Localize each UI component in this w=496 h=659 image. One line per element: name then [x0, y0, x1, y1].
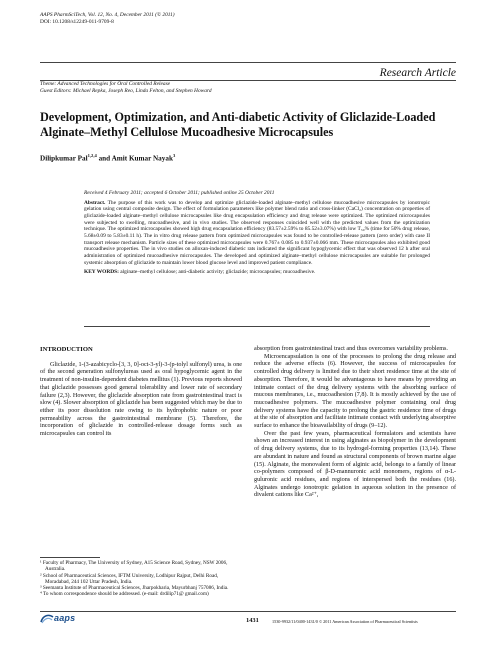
author-affiliation-sup: 1,2,4	[87, 153, 97, 158]
footnote: ³ Seemanta Institute of Pharmaceutical Sciences, Jharpokharia, Mayurbhanj 757086, India.	[40, 585, 229, 592]
aaps-logo-icon	[40, 613, 54, 624]
guest-editors-line: Guest Editors: Michael Repka, Joseph Reo, Linda Felton, and Stephen Howard	[40, 88, 212, 94]
doi: DOI: 10.1208/s12249-011-9709-8	[40, 19, 114, 25]
footnote: ² School of Pharmaceutical Sciences, IFTM University, Lodhipur Rajput, Delhi Road, Moradabad, 244 102 Uttar Pradesh, India.	[40, 572, 219, 585]
paragraph: absorption from gastrointestinal tract and thus overcomes variability problems.	[254, 346, 448, 352]
left-column	[40, 346, 242, 439]
keywords-list: alginate–methyl cellulose; anti-diabetic activity; gliclazide; microcapsules; mucoadhesive.	[120, 269, 316, 276]
keywords-label: KEY WORDS:	[84, 269, 119, 276]
footer-rule	[40, 611, 456, 612]
journal-citation: AAPS PharmSciTech, Vol. 12, No. 4, December 2011 (© 2011)	[40, 12, 175, 18]
right-column	[254, 346, 456, 500]
footnote: ¹ Faculty of Pharmacy, The University of Sydney, A15 Science Road, Sydney, NSW 2006, Australia.	[40, 560, 228, 573]
author-line	[40, 153, 175, 162]
abstract	[84, 200, 430, 267]
abstract-body: The purpose of this work was to develop and optimize gliclazide-loaded alginate–methyl cellulose mucoadhesive microcapsules by ionotropic gelation using central composite design. The effect of formulation parameters like polymer blend ratio and cross-linker (CaCl₂) concentration on properties of gliclazide-loaded alginate–methyl cellulose microcapsules like drug encapsulation efficiency and drug release were optimized. The optimized microcapsules were subjected to swelling, mucoadhesive, and in vivo studies. The observed responses coincided well with the predicted values from the optimization technique. The optimized microcapsules showed high drug encapsulation efficiency (83.57±2.59% to 85.52±3.07%) with low T₅₀% (time for 50% drug release, 5.68±0.09 to 5.83±0.11 h). The in vitro drug release pattern from optimized microcapsules was found to be controlled-release pattern (zero order) with case II transport release mechanism. Particle sizes of these optimized microcapsules were 0.767± 0.085 to 0.937±0.066 mm. These microcapsules also exhibited good mucoadhesive properties. The in vivo studies on alloxan-induced diabetic rats indicated the significant hypoglycemic effect that was observed 12 h after oral administration of optimized mucoadhesive microcapsules. The developed and optimized alginate–methyl cellulose microcapsules are suitable for prolonged systemic absorption of gliclazide to maintain lower blood glucose level and improved patient compliance.	[84, 199, 430, 266]
header-rule-top	[40, 62, 456, 63]
abstract-label: Abstract.	[84, 199, 106, 206]
article-title: Development, Optimization, and Anti-diabetic Activity of Gliclazide-Loaded Alginate–Methyl Cellulose Mucoadhesive Microcapsules	[40, 110, 436, 139]
footnote-rule	[40, 557, 100, 558]
author-name: Amit Kumar Nayak	[111, 154, 173, 163]
theme-line: Theme: Advanced Technologies for Oral Controlled Release	[40, 81, 171, 87]
section-heading: INTRODUCTION	[40, 346, 93, 353]
author-connector: and	[96, 154, 112, 163]
footnote: ⁴ To whom correspondence should be addressed. (e-mail: drdilip71@ gmail.com)	[40, 591, 209, 598]
article-type: Research Article	[379, 67, 456, 79]
keywords	[84, 269, 430, 276]
aaps-logo	[40, 613, 76, 624]
abstract-rule	[84, 326, 430, 327]
paragraph: Gliclazide, 1-(3-azabicyclo-[3, 3, 0]-oct-3-yl)-3-(p-tolyl sulfonyl) urea, is one of the second generation sulfonylureas used as oral hypoglycemic agent in the treatment of non-insulin-dependent diabetes mellitus (1). Previous reports showed that gliclazide possesses good general tolerability and lower rate of secondary failure (2,3). However, the gliclazide absorption rate from gastrointestinal tract is slow (4). Slower absorption of gliclazide has been suggested which may be due to either its poor dissolution rate owing to its hydrophobic nature or poor permeability across the gastrointestinal membrane (5). Therefore, the incorporation of gliclazide in controlled-release dosage forms such as microcapsules can control its	[40, 361, 242, 438]
issn-copyright: 1530-9932/11/0400-1431/0 © 2011 American Association of Pharmaceutical Scientists	[272, 619, 418, 624]
author-name: Dilipkumar Pal	[40, 154, 88, 163]
page-number: 1431	[246, 617, 259, 624]
footnotes	[40, 560, 240, 598]
paragraph: Over the past few years, pharmaceutical formulators and scientists have shown an increased interest in using alginates as biopolymer in the development of drug delivery systems, due to its hydrogel-forming properties (13,14). These are abundant in nature and found as structural components of brown marine algae (15). Alginate, the monovalent form of alginic acid, belongs to a family of linear co-polymers composed of β-D-mannuronic acid monomers, regions of α-L-guluronic acid residues, and regions of interspersed both the residues (16). Alginates undergo ionotropic gelation in aqueous solution in the presence of divalent cations like Ca²⁺,	[254, 430, 456, 499]
aaps-logo-text: aaps	[54, 613, 76, 623]
theme-block	[40, 81, 212, 95]
author-affiliation-sup: 3	[172, 153, 176, 158]
paragraph: Microencapsulation is one of the processes to prolong the drug release and reduce the adverse effects (6). However, the success of microcapsules for controlled drug delivery is limited due to their short residence time at the site of absorption. Therefore, it would be advantageous to have means by providing an intimate contact of the drug delivery systems with the absorbing surface of mucous membranes, i.e., mucoadhesion (7,8). It is mostly achieved by the use of mucoadhesive polymers. The mucoadhesive polymer containing oral drug delivery systems have the capacity to prolong the gastric residence time of drugs at the site of absorption and facilitate intimate contact with underlying absorptive surface to enhance the bioavailability of drugs (9–12).	[254, 353, 456, 430]
abstract-box	[84, 190, 430, 276]
running-header	[40, 12, 175, 26]
received-dates: Received 4 February 2011; accepted 6 October 2011; published online 25 October 2011	[84, 190, 275, 196]
